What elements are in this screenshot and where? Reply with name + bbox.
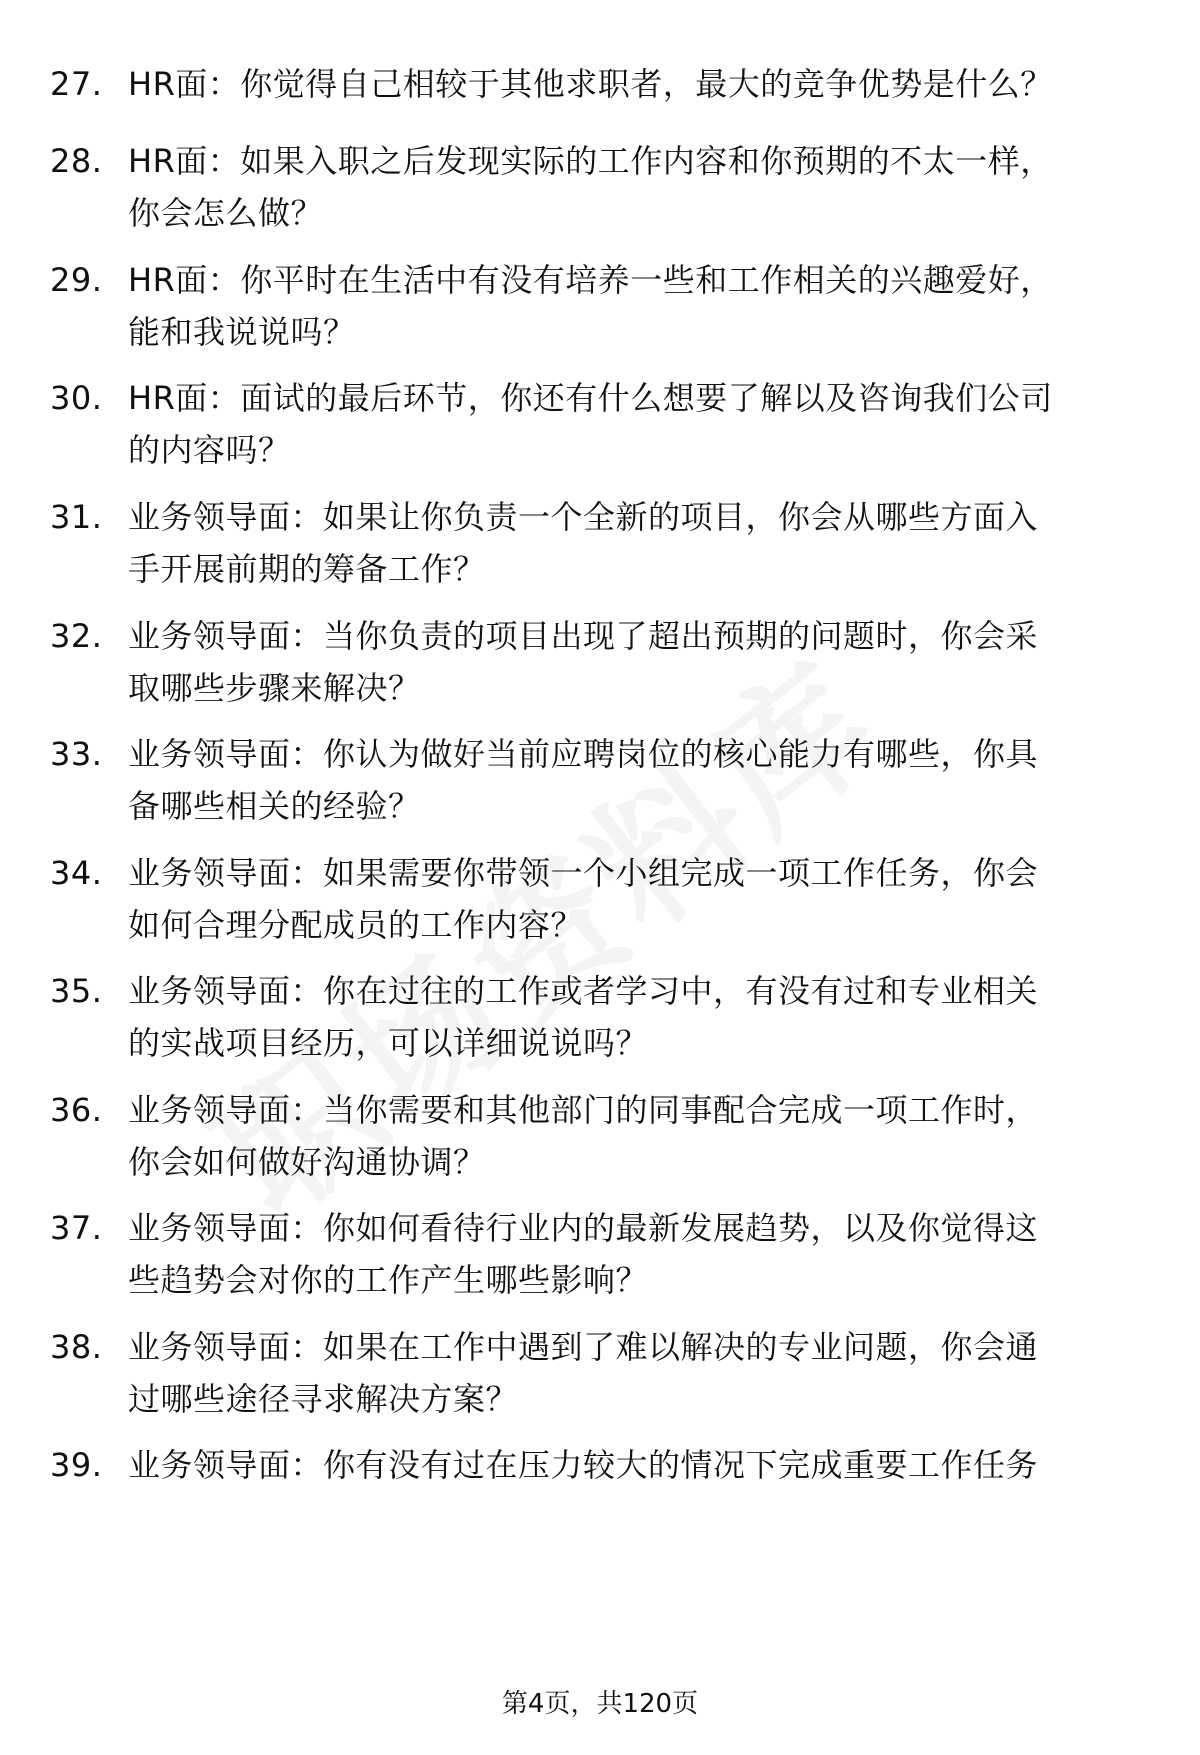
item-line: 业务领导面：你有没有过在压力较大的情况下完成重要工作任务: [128, 1446, 1039, 1484]
item-number: 37.: [50, 1209, 103, 1247]
item-line: 业务领导面：当你负责的项目出现了超出预期的问题时，你会采: [128, 617, 1039, 655]
item-line: HR面：如果入职之后发现实际的工作内容和你预期的不太一样，: [128, 142, 1053, 180]
item-text: [128, 491, 1148, 595]
item-text: [128, 254, 1148, 358]
item-line: HR面：面试的最后环节，你还有什么想要了解以及咨询我们公司: [128, 379, 1053, 417]
item-line: 备哪些相关的经验？: [128, 787, 421, 825]
item-text: [128, 1439, 1148, 1491]
item-line: 如何合理分配成员的工作内容？: [128, 906, 584, 944]
item-number: 27.: [50, 65, 103, 103]
item-line: HR面：你觉得自己相较于其他求职者，最大的竞争优势是什么？: [128, 65, 1053, 103]
item-text: [128, 965, 1148, 1069]
item-line: 取哪些步骤来解决？: [128, 669, 421, 707]
item-line: 业务领导面：你如何看待行业内的最新发展趋势，以及你觉得这: [128, 1209, 1039, 1247]
item-number: 33.: [50, 735, 103, 773]
item-line: 业务领导面：如果在工作中遇到了难以解决的专业问题，你会通: [128, 1328, 1039, 1366]
item-text: [128, 728, 1148, 832]
item-line: 的内容吗？: [128, 431, 291, 469]
item-number: 31.: [50, 498, 103, 536]
item-text: [128, 58, 1148, 110]
item-number: 39.: [50, 1446, 103, 1484]
item-line: 业务领导面：当你需要和其他部门的同事配合完成一项工作时，: [128, 1091, 1039, 1129]
item-text: [128, 135, 1148, 239]
item-number: 29.: [50, 261, 103, 299]
item-text: [128, 847, 1148, 951]
page-footer: 第4页，共120页: [501, 1689, 699, 1719]
item-number: 32.: [50, 617, 103, 655]
item-line: HR面：你平时在生活中有没有培养一些和工作相关的兴趣爱好，: [128, 261, 1053, 299]
item-number: 30.: [50, 379, 103, 417]
item-line: 业务领导面：你认为做好当前应聘岗位的核心能力有哪些，你具: [128, 735, 1039, 773]
item-line: 业务领导面：如果让你负责一个全新的项目，你会从哪些方面入: [128, 498, 1039, 536]
item-line: 些趋势会对你的工作产生哪些影响？: [128, 1261, 649, 1299]
item-number: 36.: [50, 1091, 103, 1129]
item-text: [128, 1321, 1148, 1425]
item-line: 你会怎么做？: [128, 194, 324, 232]
item-number: 28.: [50, 142, 103, 180]
item-number: 38.: [50, 1328, 103, 1366]
item-number: 34.: [50, 854, 103, 892]
item-line: 业务领导面：如果需要你带领一个小组完成一项工作任务，你会: [128, 854, 1039, 892]
item-number: 35.: [50, 972, 103, 1010]
item-line: 的实战项目经历，可以详细说说吗？: [128, 1024, 649, 1062]
item-text: [128, 610, 1148, 714]
item-line: 能和我说说吗？: [128, 313, 356, 351]
item-text: [128, 1202, 1148, 1306]
item-text: [128, 372, 1148, 476]
item-line: 手开展前期的筹备工作？: [128, 550, 486, 588]
item-line: 你会如何做好沟通协调？: [128, 1143, 486, 1181]
item-line: 业务领导面：你在过往的工作或者学习中，有没有过和专业相关: [128, 972, 1039, 1010]
item-text: [128, 1084, 1148, 1188]
item-line: 过哪些途径寻求解决方案？: [128, 1380, 519, 1418]
